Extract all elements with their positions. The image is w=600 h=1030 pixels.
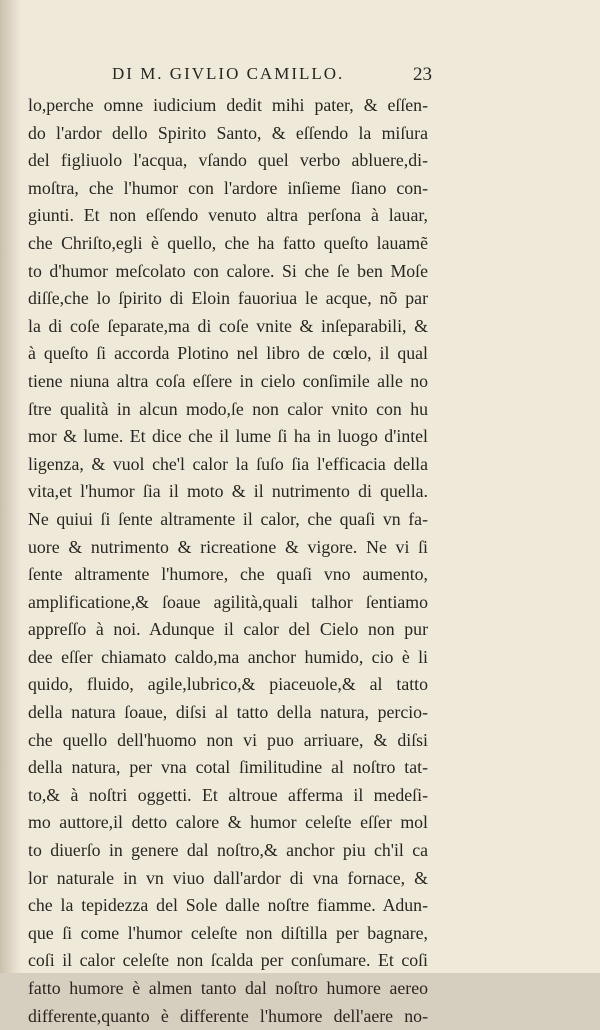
text-line: uore & nutrimento & ricreatione & vigore. Ne vi ſi bbox=[28, 536, 428, 557]
text-line: ſtre qualità in alcun modo,ſe non calor vnito con hu bbox=[28, 398, 428, 419]
page-gutter-shadow bbox=[0, 0, 22, 973]
text-line: moſtra, che l'humor con l'ardore inſieme ſiano con- bbox=[28, 177, 428, 198]
text-line: ligenza, & vuol che'l calor la ſuſo ſia l'efficacia della bbox=[28, 453, 428, 474]
text-line: mor & lume. Et dice che il lume ſi ha in luogo d'intel bbox=[28, 426, 428, 447]
page-number: 23 bbox=[413, 64, 432, 85]
text-line: vita,et l'humor ſia il moto & il nutrimento di quella. bbox=[28, 481, 428, 502]
text-line: tiene niuna altra coſa eſſere in cielo conſimile alle no bbox=[28, 370, 428, 391]
text-line: lor naturale in vn viuo dall'ardor di vna fornace, & bbox=[28, 867, 428, 888]
text-line: Ne quiui ſi ſente altramente il calor, che quaſi vn fa- bbox=[28, 508, 428, 529]
text-line: del figliuolo l'acqua, vſando quel verbo abluere,di- bbox=[28, 150, 428, 171]
text-line: appreſſo à noi. Adunque il calor del Cielo non pur bbox=[28, 619, 428, 640]
text-line: lo,perche omne iudicium dedit mihi pater, & eſſen- bbox=[28, 95, 428, 115]
text-line: mo auttore,il detto calore & humor celeſte eſſer mol bbox=[28, 812, 428, 833]
text-line: giunti. Et non eſſendo venuto altra perſona à lauar, bbox=[28, 205, 428, 226]
running-header: DI M. GIVLIO CAMILLO. bbox=[112, 64, 345, 83]
text-line: do l'ardor dello Spirito Santo, & eſſendo la miſura bbox=[28, 122, 428, 143]
text-line: à queſto ſi accorda Plotino nel libro de cœlo, il qual bbox=[28, 343, 428, 364]
text-line: fatto humore è almen tanto dal noſtro humore aereo bbox=[28, 978, 428, 998]
text-line: to,& à noſtri oggetti. Et altroue afferma il medeſi- bbox=[28, 784, 428, 805]
text-line: che quello dell'huomo non vi puo arriuare, & diſsi bbox=[28, 729, 428, 750]
text-line: to diuerſo in genere dal noſtro,& anchor piu ch'il ca bbox=[28, 840, 428, 861]
text-line: differente,quanto è differente l'humore dell'aere no- bbox=[28, 1005, 428, 1026]
text-line: que ſi come l'humor celeſte non diſtilla per bagnare, bbox=[28, 922, 428, 943]
text-line: della natura, per vna cotal ſimilitudine al noſtro tat- bbox=[28, 757, 428, 778]
text-line: che Chriſto,egli è quello, che ha fatto queſto lauamẽ bbox=[28, 232, 428, 253]
text-line: la di coſe ſeparate,ma di coſe vnite & inſeparabili, & bbox=[28, 315, 428, 336]
text-line: to d'humor meſcolato con calore. Si che ſe ben Moſe bbox=[28, 260, 428, 281]
text-line: della natura ſoaue, diſsi al tatto della natura, percio- bbox=[28, 702, 428, 723]
body-text bbox=[28, 92, 428, 1030]
text-line: dee eſſer chiamato caldo,ma anchor humido, cio è li bbox=[28, 646, 428, 667]
text-line: diſſe,che lo ſpirito di Eloin fauoriua le acque, nõ par bbox=[28, 288, 428, 309]
text-line: quido, fluido, agile,lubrico,& piaceuole,& al tatto bbox=[28, 674, 428, 695]
text-line: ſente altramente l'humore, che quaſi vno aumento, bbox=[28, 564, 428, 585]
text-line: coſi il calor celeſte non ſcalda per conſumare. Et coſi bbox=[28, 950, 428, 971]
text-line: che la tepidezza del Sole dalle noſtre fiamme. Adun- bbox=[28, 895, 428, 916]
text-line: amplificatione,& ſoaue agilità,quali talhor ſentiamo bbox=[28, 591, 428, 612]
